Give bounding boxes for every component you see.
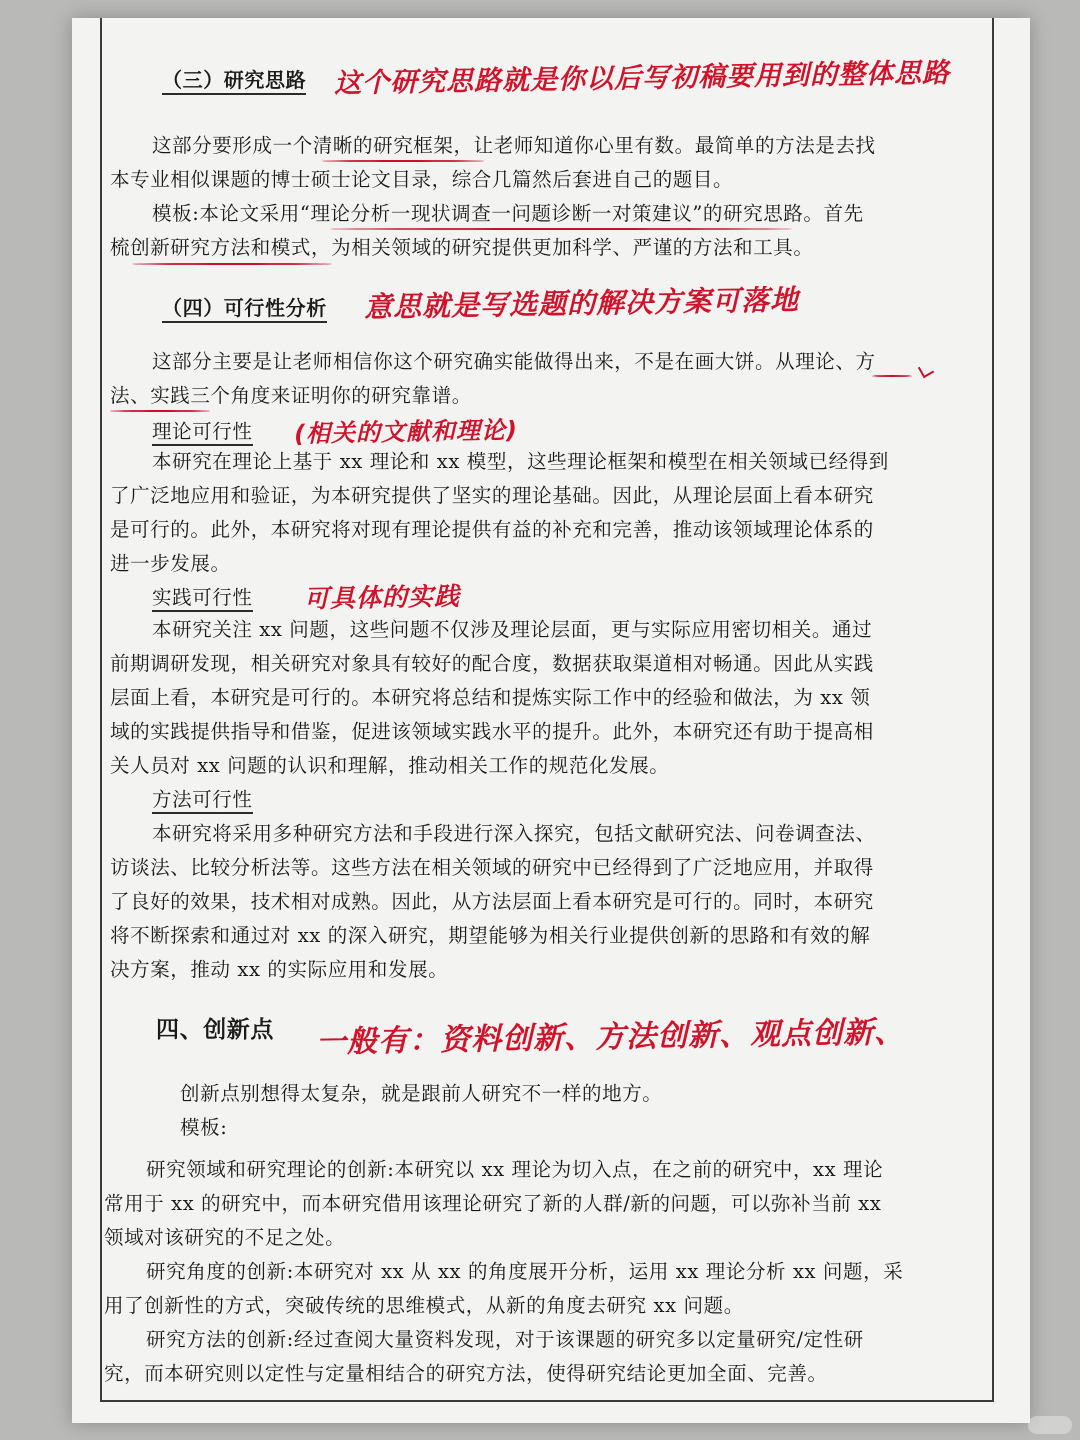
practice-paragraph-line: 前期调研发现，相关研究对象具有较好的配合度，数据获取渠道相对畅通。因此从实践 bbox=[110, 652, 874, 675]
practice-feasibility-label: 实践可行性 bbox=[152, 586, 253, 610]
handwritten-note-theory: (相关的文献和理论) bbox=[293, 416, 519, 448]
method-paragraph-line: 将不断探索和通过对 xx 的深入研究，期望能够为相关行业提供创新的思路和有效的解 bbox=[110, 924, 871, 947]
theory-paragraph-line: 了广泛地应用和验证，为本研究提供了坚实的理论基础。因此，从理论层面上看本研究 bbox=[110, 484, 874, 507]
red-underline bbox=[322, 160, 484, 162]
s3-template-line: 梳创新研究方法和模式，为相关领域的研究提供更加科学、严谨的方法和工具。 bbox=[110, 236, 814, 259]
method-paragraph-line: 了良好的效果，技术相对成熟。因此，从方法层面上看本研究是可行的。同时，本研究 bbox=[110, 890, 874, 913]
handwritten-note-research-approach: 这个研究思路就是你以后写初稿要用到的整体思路 bbox=[333, 57, 951, 100]
handwritten-note-innovation: 一般有：资料创新、方法创新、观点创新、 bbox=[315, 1014, 906, 1061]
s3-paragraph-line: 本专业相似课题的博士硕士论文目录，综合几篇然后套进自己的题目。 bbox=[110, 168, 734, 191]
s4-intro-line: 这部分主要是让老师相信你这个研究确实能做得出来，不是在画大饼。从理论、方 bbox=[152, 350, 876, 373]
innovation-heading: 四、创新点 bbox=[156, 1016, 274, 1043]
practice-paragraph-line: 关人员对 xx 问题的认识和理解，推动相关工作的规范化发展。 bbox=[110, 754, 670, 777]
practice-paragraph-line: 层面上看，本研究是可行的。本研究将总结和提炼实际工作中的经验和做法，为 xx 领 bbox=[110, 686, 871, 709]
section-4-heading: （四）可行性分析 bbox=[162, 296, 327, 320]
red-underline bbox=[132, 263, 332, 265]
theory-paragraph-line: 进一步发展。 bbox=[110, 552, 231, 575]
innovation-paragraph-line: 常用于 xx 的研究中，而本研究借用该理论研究了新的人群/新的问题，可以弥补当前 xx bbox=[104, 1192, 882, 1215]
s3-template-line: 模板:本论文采用“理论分析一现状调查一问题诊断一对策建议”的研究思路。首先 bbox=[152, 202, 864, 225]
theory-paragraph-line: 是可行的。此外，本研究将对现有理论提供有益的补充和完善，推动该领域理论体系的 bbox=[110, 518, 874, 541]
innovation-paragraph-line: 究，而本研究则以定性与定量相结合的研究方法，使得研究结论更加全面、完善。 bbox=[104, 1362, 828, 1385]
handwritten-note-practice: 可具体的实践 bbox=[303, 581, 461, 614]
method-paragraph-line: 决方案，推动 xx 的实际应用和发展。 bbox=[110, 958, 449, 981]
innovation-paragraph-line: 研究领域和研究理论的创新:本研究以 xx 理论为切入点，在之前的研究中，xx 理论 bbox=[146, 1158, 884, 1181]
s4-intro-line: 法、实践三个角度来证明你的研究靠谱。 bbox=[110, 384, 472, 407]
document-page bbox=[72, 18, 1030, 1423]
theory-paragraph-line: 本研究在理论上基于 xx 理论和 xx 模型，这些理论框架和模型在相关领域已经得到 bbox=[152, 450, 889, 473]
innovation-paragraph-line: 研究方法的创新:经过查阅大量资料发现，对于该课题的研究多以定量研究/定性研 bbox=[146, 1328, 864, 1351]
red-underline bbox=[330, 228, 792, 230]
method-paragraph-line: 本研究将采用多种研究方法和手段进行深入探究，包括文献研究法、问卷调查法、 bbox=[152, 822, 876, 845]
innovation-paragraph-line: 用了创新性的方式，突破传统的思维模式，从新的角度去研究 xx 问题。 bbox=[104, 1294, 744, 1317]
s3-paragraph-line: 这部分要形成一个清晰的研究框架，让老师知道你心里有数。最简单的方法是去找 bbox=[152, 134, 876, 157]
practice-paragraph-line: 本研究关注 xx 问题，这些问题不仅涉及理论层面，更与实际应用密切相关。通过 bbox=[152, 618, 873, 641]
theory-feasibility-label: 理论可行性 bbox=[152, 420, 253, 444]
innovation-template-label: 模板: bbox=[180, 1116, 228, 1139]
red-underline bbox=[110, 410, 210, 412]
handwritten-note-feasibility: 意思就是写选题的解决方案可落地 bbox=[363, 283, 800, 324]
section-3-heading: （三）研究思路 bbox=[162, 68, 306, 92]
watermark-badge bbox=[1028, 1416, 1072, 1434]
red-underline bbox=[872, 375, 912, 377]
method-paragraph-line: 访谈法、比较分析法等。这些方法在相关领域的研究中已经得到了广泛地应用，并取得 bbox=[110, 856, 874, 879]
innovation-intro: 创新点别想得太复杂，就是跟前人研究不一样的地方。 bbox=[180, 1082, 663, 1105]
method-feasibility-label: 方法可行性 bbox=[152, 788, 253, 812]
practice-paragraph-line: 域的实践提供指导和借鉴，促进该领域实践水平的提升。此外，本研究还有助于提高相 bbox=[110, 720, 874, 743]
innovation-paragraph-line: 领域对该研究的不足之处。 bbox=[104, 1226, 346, 1249]
innovation-paragraph-line: 研究角度的创新:本研究对 xx 从 xx 的角度展开分析，运用 xx 理论分析 xx 问题，采 bbox=[146, 1260, 904, 1283]
